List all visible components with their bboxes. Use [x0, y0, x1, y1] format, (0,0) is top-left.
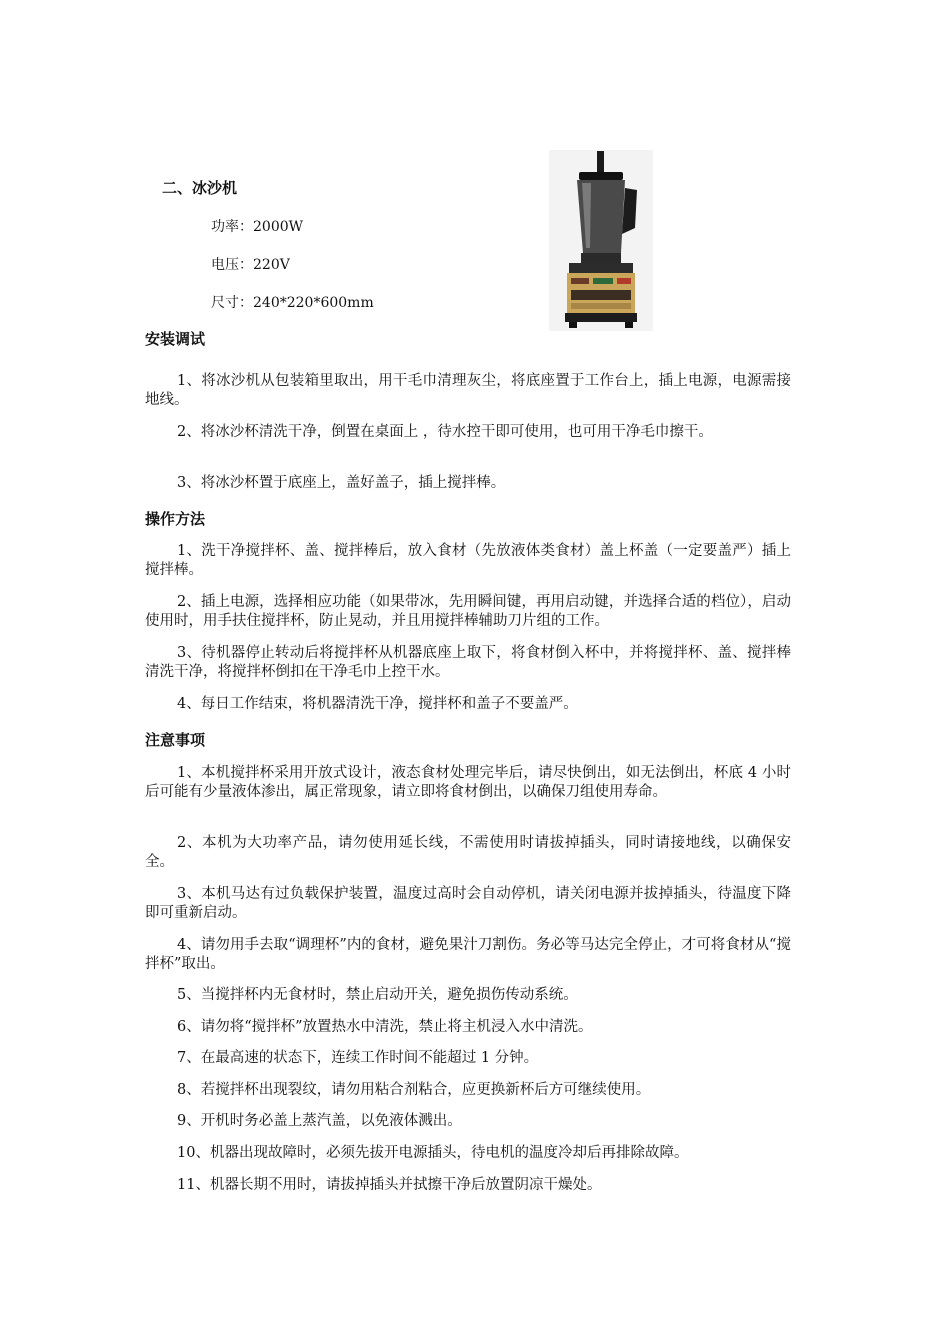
- operation-item-1: 1、洗干净搅拌杯、盖、搅拌棒后，放入食材（先放液体类食材）盖上杯盖（一定要盖严）插上搅拌棒。: [145, 543, 791, 578]
- spec-voltage: 电压：220V: [211, 257, 290, 273]
- operation-item-4: 4、每日工作结束，将机器清洗干净，搅拌杯和盖子不要盖严。: [177, 696, 578, 712]
- caution-item-10: 10、机器出现故障时，必须先拔开电源插头，待电机的温度冷却后再排除故障。: [177, 1145, 689, 1161]
- caution-item-2: 2、本机为大功率产品，请勿使用延长线，不需使用时请拔掉插头，同时请接地线，以确保安全。: [145, 835, 791, 870]
- caution-item-4: 4、请勿用手去取“调理杯”内的食材，避免果汁刀割伤。务必等马达完全停止，才可将食材从“搅拌杯”取出。: [145, 937, 791, 972]
- caution-item-9: 9、开机时务必盖上蒸汽盖，以免液体溅出。: [177, 1113, 462, 1129]
- spec-power: 功率：2000W: [211, 219, 304, 235]
- caution-item-8: 8、若搅拌杯出现裂纹，请勿用粘合剂粘合，应更换新杯后方可继续使用。: [177, 1082, 651, 1098]
- section-title-cautions: 注意事项: [145, 731, 206, 749]
- section-title-install: 安装调试: [145, 330, 206, 348]
- operation-item-3: 3、待机器停止转动后将搅拌杯从机器底座上取下，将食材倒入杯中，并将搅拌杯、盖、搅拌棒清洗干净，将搅拌杯倒扣在干净毛巾上控干水。: [145, 645, 791, 680]
- install-item-1: 1、将冰沙机从包装箱里取出，用干毛巾清理灰尘，将底座置于工作台上，插上电源，电源需接地线。: [145, 373, 791, 408]
- install-item-2: 2、将冰沙杯清洗干净，倒置在桌面上 ，待水控干即可使用，也可用干净毛巾擦干。: [177, 424, 713, 440]
- caution-item-3: 3、本机马达有过负载保护装置，温度过高时会自动停机，请关闭电源并拔掉插头，待温度下降即可重新启动。: [145, 886, 791, 921]
- spec-size: 尺寸：240*220*600mm: [211, 295, 374, 311]
- product-heading: 二、冰沙机: [162, 179, 238, 197]
- blender-product-image: [549, 150, 653, 331]
- caution-item-7: 7、在最高速的状态下，连续工作时间不能超过 1 分钟。: [177, 1050, 539, 1066]
- caution-item-1: 1、本机搅拌杯采用开放式设计，液态食材处理完毕后，请尽快倒出，如无法倒出，杯底 4 小时后可能有少量液体渗出，属正常现象，请立即将食材倒出，以确保刀组使用寿命。: [145, 765, 791, 800]
- caution-item-6: 6、请勿将“搅拌杯”放置热水中清洗，禁止将主机浸入水中清洗。: [177, 1019, 593, 1035]
- operation-item-2: 2、插上电源，选择相应功能（如果带冰，先用瞬间键，再用启动键，并选择合适的档位），启动使用时，用手扶住搅拌杯，防止晃动，并且用搅拌棒辅助刀片组的工作。: [145, 594, 791, 629]
- section-title-operation: 操作方法: [145, 510, 206, 528]
- caution-item-11: 11、机器长期不用时，请拔掉插头并拭擦干净后放置阴凉干燥处。: [177, 1177, 602, 1193]
- install-item-3: 3、将冰沙杯置于底座上，盖好盖子，插上搅拌棒。: [177, 475, 506, 491]
- caution-item-5: 5、当搅拌杯内无食材时，禁止启动开关，避免损伤传动系统。: [177, 987, 578, 1003]
